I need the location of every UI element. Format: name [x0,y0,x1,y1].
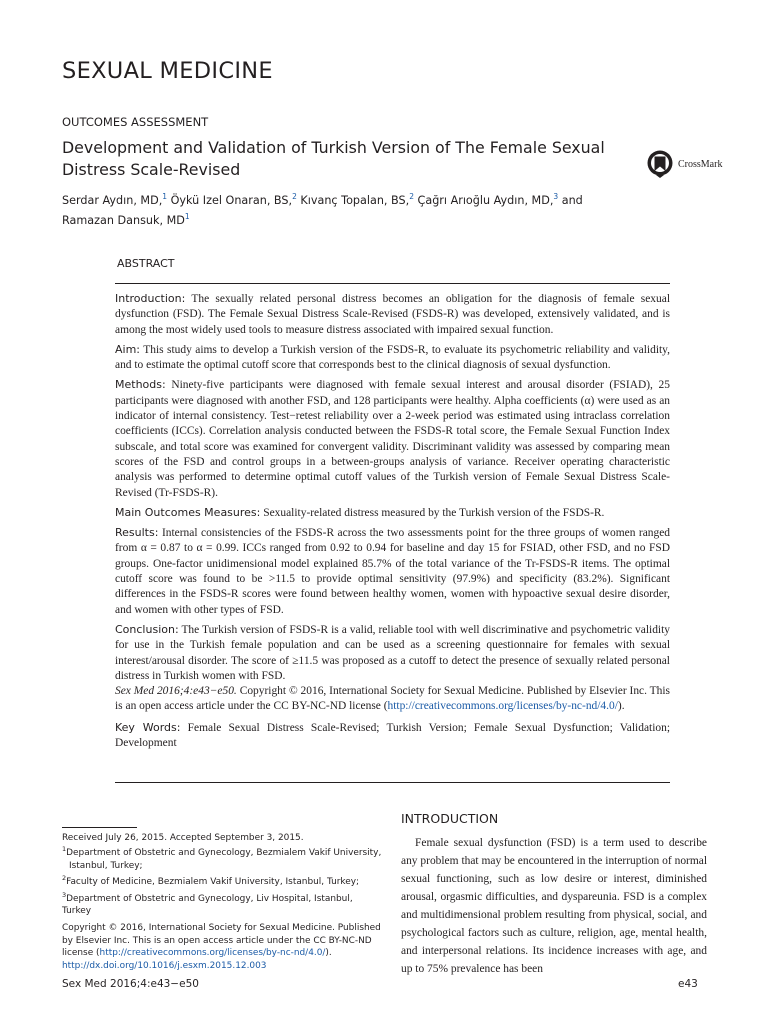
abstract-results [115,525,670,618]
abstract-outcomes-text: Sexuality-related distress measured by the Turkish version of the FSDS-R. [263,506,605,519]
abstract-citation [115,684,670,715]
abstract-results-label: Results: [115,526,159,540]
abstract-outcomes [115,505,670,521]
author-name: Ramazan Dansuk, MD [62,213,185,227]
abstract-aim-text: This study aims to develop a Turkish version of the FSDS-R, to evaluate its psychometric reliability and validity, and to estimate the optimal cutoff score that corresponds best to the clinical diagnosis of sexual dysfunction. [115,343,671,372]
crossmark-badge[interactable] [646,149,756,181]
abstract-top-rule [115,283,670,284]
received-dates: Received July 26, 2015. Accepted September 3, 2015. [62,833,304,843]
affiliation-text: Faculty of Medicine, Bezmialem Vakif University, Istanbul, Turkey; [66,877,360,888]
abstract-body [115,291,670,755]
abstract-introduction-label: Introduction: [115,292,186,305]
abstract-methods [115,377,670,500]
page-number: e43 [678,978,698,990]
introduction-heading: INTRODUCTION [401,811,499,826]
section-label: OUTCOMES ASSESSMENT [62,115,209,129]
affiliation-mark[interactable]: 1 [184,211,190,221]
article-title: Development and Validation of Turkish Version of The Female Sexual Distress Scale-Revised [62,138,605,179]
footnote-rule [62,827,137,828]
affiliation-mark[interactable]: 2 [409,192,414,201]
affiliation-mark[interactable]: 1 [162,192,168,201]
affiliation-3 [62,890,384,918]
footnote-license-link[interactable]: http://creativecommons.org/licenses/by-nc-nd/4.0/ [99,948,326,959]
affiliation-mark[interactable]: 2 [292,192,297,201]
author-conjunction: and [561,194,583,207]
crossmark-icon [646,149,674,179]
abstract-keywords [115,720,670,752]
affiliation-mark[interactable]: 3 [553,192,559,201]
abstract-outcomes-label: Main Outcomes Measures: [115,505,261,519]
abstract-introduction-text: The sexually related personal distress becomes an obligation for the diagnosis of female sexual dysfunction (FSD). The Female Sexual Distress Scale-Revised (FSDS-R) was developed, extensively validated, and is among the most widely used tools to measure distress associated with impaired sexual function. [115,293,671,336]
author-name: Öykü Izel Onaran, BS, [170,194,293,207]
affiliation-text: Department of Obstetric and Gynecology, Liv Hospital, Istanbul, Turkey [62,893,353,917]
abstract-aim-label: Aim: [115,342,141,356]
author-list [62,191,622,230]
abstract-bottom-rule [115,782,670,783]
copyright-note [62,922,384,959]
introduction-body [401,834,707,978]
license-link[interactable]: http://creativecommons.org/licenses/by-nc-nd/4.0/ [387,700,618,713]
keywords-label: Key Words: [115,720,181,734]
abstract-heading: ABSTRACT [117,257,175,270]
abstract-methods-label: Methods: [115,378,166,392]
affiliation-number: 3 [62,890,67,899]
author-name: Serdar Aydın, MD, [62,194,163,207]
abstract-conclusion [115,622,670,684]
citation-text: Copyright © 2016, International Society for Sexual Medicine. Published by Elsevier Inc. This is an open access article under the CC BY-NC-ND license ( [115,685,671,713]
author-name: Çağrı Arıoğlu Aydın, MD, [417,194,554,207]
keywords-text: Female Sexual Distress Scale-Revised; Turkish Version; Female Sexual Dysfunction; Validation; Development [115,721,670,750]
journal-name: SEXUAL MEDICINE [62,58,273,84]
affiliation-2 [62,876,384,888]
crossmark-label: CrossMark [678,159,723,170]
doi-link[interactable]: http://dx.doi.org/10.1016/j.esxm.2015.12.003 [62,960,267,971]
introduction-paragraph: Female sexual dysfunction (FSD) is a term used to describe any problem that may be encountered in the interruption of normal sexual functioning, such as low desire or interest, diminished arousal, orgasmic difficulties, and dyspareunia. FSD is a complex and multidimensional problem resulting from physical, social, and psychological factors such as culture, religion, age, mental health, and interpersonal relations. Its incidence increases with age, and up to 75% prevalence has been [401,837,707,976]
copyright-end: ). [325,948,332,959]
abstract-conclusion-text: The Turkish version of FSDS-R is a valid, reliable tool with well discriminative and psychometric validity for use in the Turkish female population and can be used as a screening questionnaire for females with sexual interest/arousal disorder. The score of ≥11.5 was proposed as a cutoff to detect the presence of sexually related personal distress in Turkish women with FSD. [115,623,670,682]
affiliation-text: Department of Obstetric and Gynecology, Bezmialem Vakif University, Istanbul, Turkey; [66,848,382,871]
copyright-text: Copyright © 2016, International Society for Sexual Medicine. Published by Elsevier Inc. This is an open access article under the CC BY-NC-ND license ( [62,923,381,959]
author-name: Kıvanç Topalan, BS, [300,194,410,207]
affiliation-1 [62,847,384,872]
abstract-introduction [115,291,670,338]
affiliation-number: 2 [62,874,67,883]
footnotes [62,832,384,978]
citation-reference: Sex Med 2016;4:e43−e50. [115,685,237,698]
doi-line [62,960,384,972]
abstract-conclusion-label: Conclusion: [115,622,179,636]
abstract-methods-text: Ninety-five participants were diagnosed with female sexual interest and arousal disorder (FSIAD), 25 participants were diagnosed with another FSD, and 128 participants were healthy. Alpha coefficients (α) were used as an indicator of internal consistency. Test−retest reliability over a 2-week period was estimated using intraclass correlation coefficients (ICCs). Correlation analysis conducted between the FSDS-R total score, the Female Sexual Function Index subscale, and total score was examined for convergent validity. Discriminant validity was assessed by comparing mean scores of the FSD and control groups in a between-groups analysis of variance. Receiver operating characteristic analysis was performed to determine optimal cutoff values of the Turkish version of Female Sexual Distress Scale-Revised (Tr-FSDS-R). [115,379,670,499]
footer-citation: Sex Med 2016;4:e43−e50 [62,978,199,990]
citation-end: ). [617,700,625,713]
affiliation-number: 1 [62,845,67,854]
abstract-results-text: Internal consistencies of the FSDS-R across the two assessments point for the three groups of women ranged from α = 0.87 to α = 0.99. ICCs ranged from 0.92 to 0.94 for baseline and day 15 for FSIAD, other FSD, and no FSD groups. One-factor unidimensional model explained 85.7% of the total variance of the Tr-FSDS-R items. The optimal cutoff score was found to be >11.5 to provide optimal sensitivity (97.9%) and specificity (83.2%). Significant differences in the FSDS-R scores were found between healthy women, women with hypoactive sexual desire disorder, and women with other types of FSD. [115,527,671,616]
abstract-aim [115,342,670,374]
